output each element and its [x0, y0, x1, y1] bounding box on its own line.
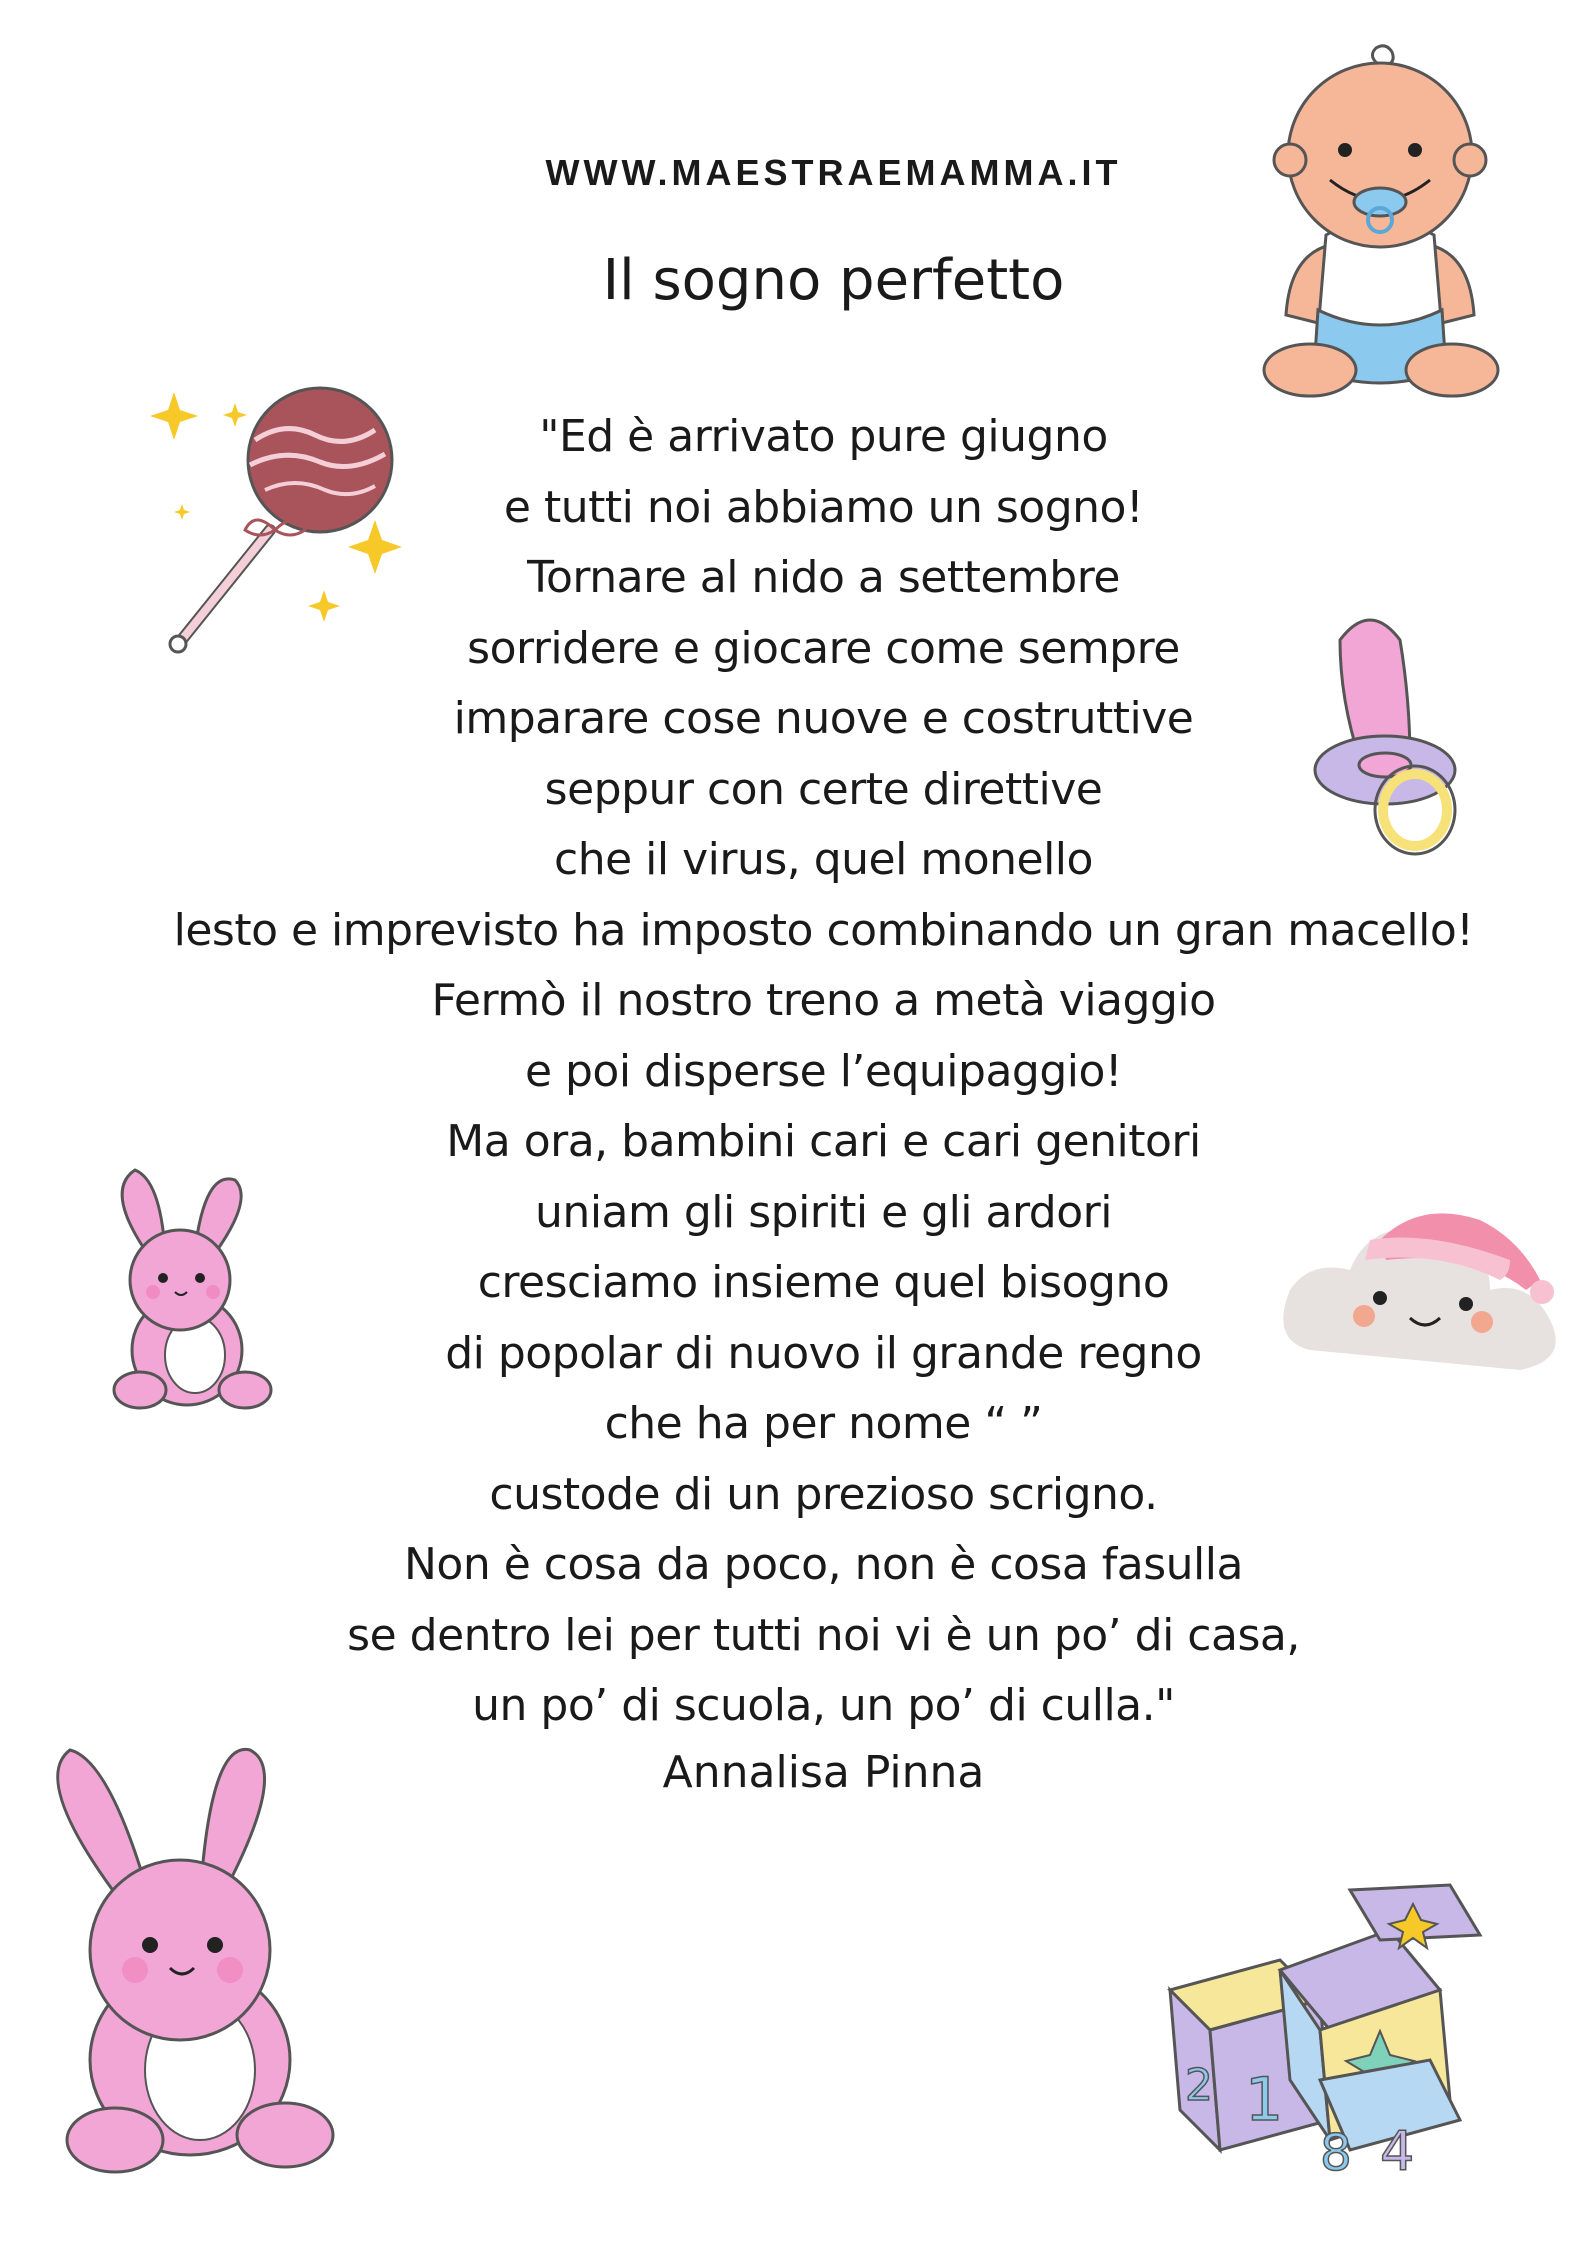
site-url: WWW.MAESTRAEMAMMA.IT — [545, 152, 1122, 193]
poem-title: Il sogno perfetto — [602, 248, 1065, 313]
poem-line: uniam gli spiriti e gli ardori — [535, 1186, 1112, 1238]
bunny-icon — [30, 1740, 350, 2180]
svg-text:1: 1 — [1245, 2065, 1284, 2135]
poem-line: di popolar di nuovo il grande regno — [445, 1327, 1202, 1379]
svg-text:8: 8 — [1320, 2124, 1352, 2182]
poem-line: Ma ora, bambini cari e cari genitori — [446, 1116, 1201, 1167]
poem-line: sorridere e giocare come sempre — [467, 622, 1180, 674]
poem-line: e poi disperse l’equipaggio! — [524, 1045, 1123, 1097]
poem-line: Fermò il nostro treno a metà viaggio — [431, 975, 1216, 1026]
lollipop-icon — [150, 380, 420, 660]
poem-line: imparare cose nuove e costruttive — [453, 693, 1194, 744]
bunny-icon — [95, 1160, 285, 1420]
poem-line: un po’ di scuola, un po’ di culla." — [472, 1680, 1175, 1731]
poem-line: se dentro lei per tutti noi vi è un po’ di casa, — [347, 1609, 1300, 1661]
svg-text:4: 4 — [1380, 2120, 1415, 2183]
poem-line: custode di un prezioso scrigno. — [489, 1468, 1158, 1520]
poem-author: Annalisa Pinna — [662, 1747, 985, 1798]
poem-line: seppur con certe direttive — [544, 763, 1103, 815]
toy-blocks-icon — [1140, 1880, 1500, 2210]
poem-line: che ha per nome “ ” — [604, 1398, 1043, 1449]
pacifier-icon — [1300, 610, 1480, 860]
poem-line: Non è cosa da poco, non è cosa fasulla — [404, 1539, 1243, 1590]
cloud-with-nightcap-icon — [1270, 1180, 1570, 1390]
poem-line: lesto e imprevisto ha imposto combinando un gran macello! — [173, 904, 1474, 956]
poem-line: e tutti noi abbiamo un sogno! — [503, 481, 1144, 533]
poem-line: "Ed è arrivato pure giugno — [539, 411, 1108, 462]
poem-line: Tornare al nido a settembre — [527, 552, 1120, 603]
baby-icon — [1260, 30, 1500, 410]
poem-line: cresciamo insieme quel bisogno — [477, 1257, 1170, 1308]
poem-line: che il virus, quel monello — [554, 834, 1093, 885]
svg-text:2: 2 — [1185, 2060, 1213, 2111]
